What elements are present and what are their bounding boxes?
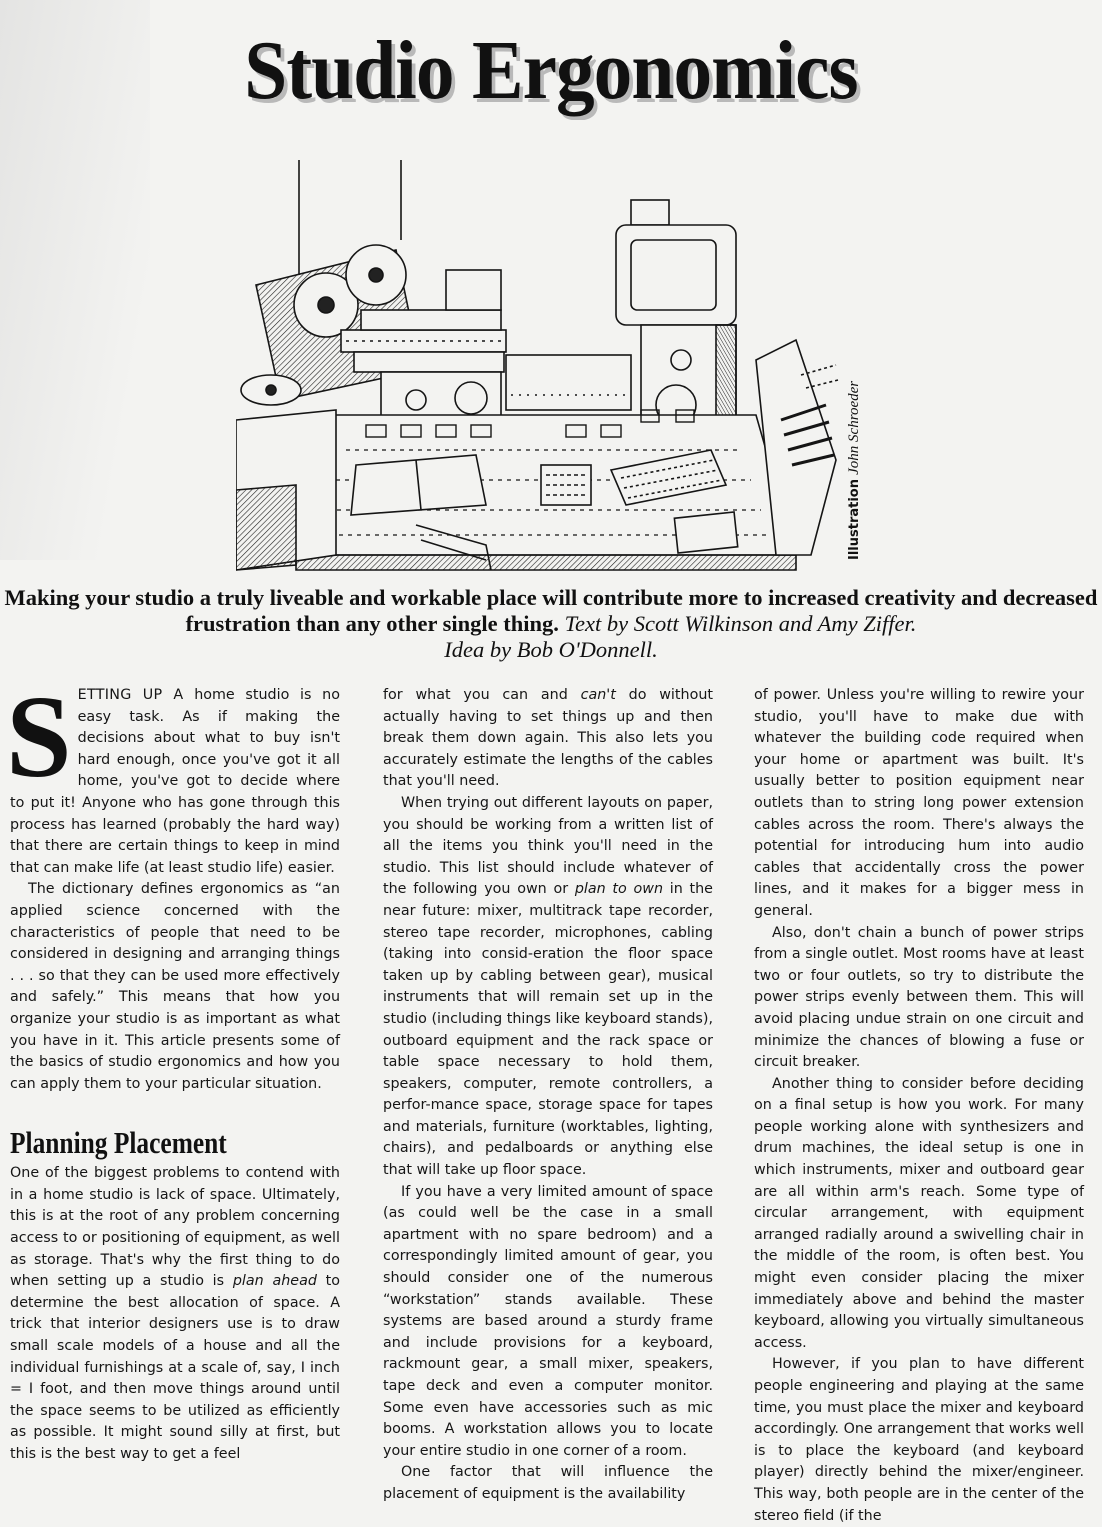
studio-illustration: [236, 160, 856, 575]
paragraph-text: in the near future: mixer, multitrack tape recorder, stereo tape recorder, microphones, cabling (taking into consid-eration the floor space taken up by cabling between gear), musical instruments that will remain set up in the studio (including things like keyboard stands), outboard equipment and the rack space or table space necessary to hold them, speakers, computer, remote controllers, a perfor-mance space, storage space for tapes and materials, furniture (worktables, lighting, chairs), and pedalboards or anything else that will take up floor space.: [383, 881, 713, 1179]
computer-monitor-icon: [616, 200, 736, 325]
paragraph-text: do without actually having to set things up and then break them down again. This also lets you accurately estimate the lengths of the cables that you'll need.: [383, 687, 713, 790]
emphasis: plan ahead: [232, 1273, 317, 1290]
paragraph-text: to determine the best allocation of space. A trick that interior designers use is to draw small scale models of a house and all the individual furnishings at a scale of, say, I inch = I foot, and then move things around until the space seems to be utilized as efficiently as possible. It might sound silly at first, but this is the best way to get a feel: [10, 1273, 340, 1462]
paragraph-text: One of the biggest problems to contend with in a home studio is lack of space. Ultimately, this is at the root of any problem concerning access to or positioning of equipment, as well as storage. That's why the first thing to do when setting up a studio is: [10, 1165, 340, 1290]
article-title: Studio Ergonomics: [244, 24, 858, 117]
paragraph: of power. Unless you're willing to rewire your studio, you'll have to make due with whatever the building code required when your home or apartment was built. It's usually better to position equipment near outlets than to string long power extension cables across the room. There's always the potential for introducing hum into audio cables that accidentally cross the power lines, and it makes for a bigger mess in general.: [754, 687, 1084, 919]
paragraph: Another thing to consider before deciding on a final setup is how you work. For many people working alone with synthesizers and drum machines, the ideal setup is one in which instruments, mixer and outboard gear are all within arm's reach. Some type of circular arrangement, with equipment arranged radially around a swivelling chair in the middle of the room, is often best. You might even consider placing the mixer immediately above and behind the master keyboard, allowing you virtually simultaneous access.: [754, 1075, 1084, 1351]
column-1: [6, 671, 340, 1466]
emphasis: can't: [580, 687, 616, 703]
paragraph-text: home studio is no easy task. As if making the decisions about what to buy isn't hard enough, once you've got it all home, you've got to decide where to put it! Anyone who has gone through this process has learned (probably the hard way) that there are certain things to keep in mind that can make life (at least studio life) easier.: [10, 687, 340, 876]
paragraph: One factor that will influence the placement of equipment is the availability: [383, 1464, 713, 1502]
paragraph: The dictionary defines ergonomics as “an applied science concerned with the characteristics of people that need to be considered in designing and arranging things . . . so that they can be used more effectively and safely.” This means that how you organize your studio is as important as what you have in it. This article presents some of the basics of studio ergonomics and how you can apply them to your particular situation.: [10, 881, 340, 1092]
idea-credit: Idea by Bob O'Donnell.: [444, 637, 658, 662]
emphasis: plan to own: [574, 881, 664, 898]
column-3: [754, 685, 1084, 1527]
paragraph: [6, 671, 340, 879]
paragraph: If you have a very limited amount of space (as could well be the case in a small apartment with no spare bedroom) and a correspondingly limited amount of gear, you should consider one of the numerous “workstation” stands available. These systems are based around a sturdy frame and include provisions for a keyboard, rackmount gear, a small mixer, speakers, tape deck and even a computer monitor. Some even have accessories such as mic booms. A workstation allows you to locate your entire studio in one corner of a room.: [383, 1183, 713, 1459]
credit-name: John Schroeder: [846, 380, 862, 475]
article-deck: [0, 585, 1102, 663]
lead-caps: ETTING UP A: [77, 687, 184, 703]
paragraph: [383, 793, 713, 1182]
section-heading: Planning Placement: [10, 1125, 227, 1161]
column-2: [383, 685, 713, 1506]
paragraph: However, if you plan to have different people engineering and playing at the same time, you must place the mixer and keyboard accordingly. One arrangement that works well is to place the keyboard (and keyboard player) directly behind the mixer/engineer. This way, both people are in the center of the stereo field (if the: [754, 1356, 1084, 1524]
paragraph-text: for what you can and: [383, 687, 581, 703]
deck-text: Making your studio a truly liveable and workable place will contribute more to increased creativity and decreased frustration than any other single thing.: [4, 585, 1098, 636]
paragraph: [10, 1163, 340, 1465]
rack-unit-icon: [506, 355, 631, 410]
note-paper-icon: [674, 512, 737, 553]
illustration-credit: [846, 381, 863, 560]
paragraph-text: When trying out different layouts on paper, you should be working from a written list of all the items you think you'll need in the studio. This list should include whatever of the following you own or: [383, 794, 713, 898]
drop-cap: S: [6, 671, 72, 802]
credit-prefix: Illustration: [847, 479, 862, 560]
paragraph: Also, don't chain a bunch of power strips from a single outlet. Most rooms have at least two or four outlets, so try to distribute the power strips evenly between them. This will avoid placing undue strain on one circuit and minimize the chances of blowing a fuse or circuit breaker.: [754, 924, 1084, 1071]
paragraph: [383, 685, 713, 793]
tape-deck-icon: [236, 375, 336, 570]
byline: Text by Scott Wilkinson and Amy Ziffer.: [564, 611, 917, 636]
